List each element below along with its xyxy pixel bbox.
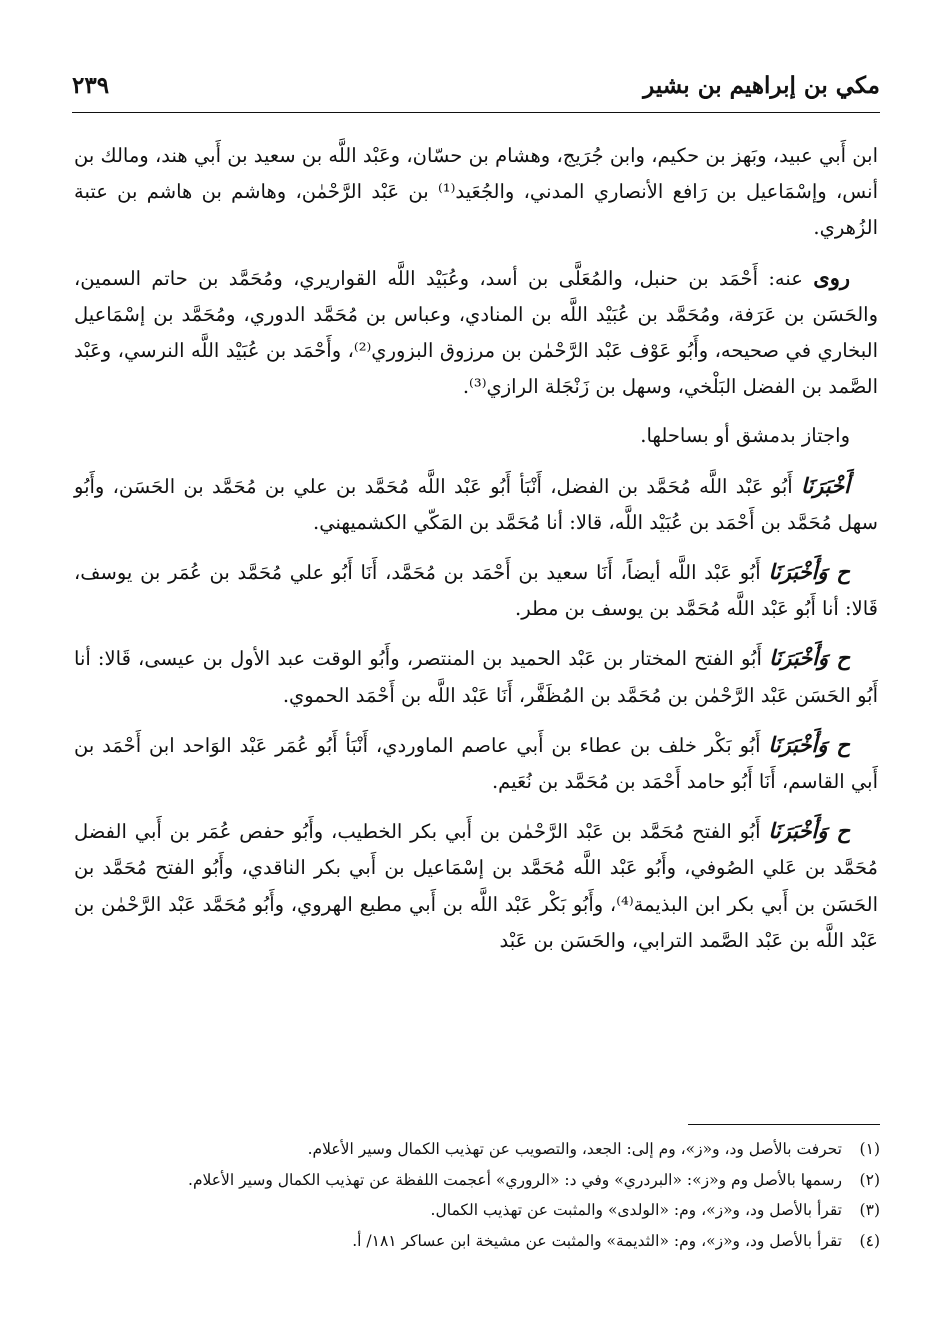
footnote-item (74, 1134, 880, 1165)
isnad-3 (74, 640, 878, 713)
header-divider (72, 112, 880, 113)
isnad-5 (74, 813, 878, 959)
keyword-wa-akhbarana: ح وَأَخْبَرَنَا (768, 818, 850, 844)
footnote-number: (٤) (859, 1231, 880, 1250)
page-header (72, 66, 880, 110)
page-number: ٢٣٩ (72, 72, 110, 99)
paragraph-students-text: عنه: أَحْمَد بن حنبل، والمُعَلَّى بن أسد، وعُبَيْد اللَّه القواريري، ومُحَمَّد بن حاتم السمين، والحَسَن بن عَرَفة، ومُحَمَّد بن عُبَيْد اللَّه بن المنادي، وعباس بن مُحَمَّد الدوري، ومُحَمَّد بن إسْمَاعيل البخاري في صحيحه، وأَبُو عَوْف عَبْد الرَّحْمٰن بن مرزوق البزوري⁽²⁾، وأَحْمَد بن عُبَيْد اللَّه النرسي، وعَبْد الصَّمد بن الفضل البَلْخي، وسهل بن زَنْجَلة الرازي⁽³⁾. (74, 266, 878, 399)
keyword-wa-akhbarana: ح وَأَخْبَرَنَا (768, 731, 850, 757)
keyword-wa-akhbarana: ح وَأَخْبَرَنَا (769, 645, 851, 671)
paragraph-students (74, 260, 878, 406)
footnote-text: تقرأ بالأصل ود، و«ز»، وم: «الولدى» والمثبت عن تهذيب الكمال. (430, 1201, 842, 1220)
keyword-wa-akhbarana: ح وَأَخْبَرَنَا (768, 559, 850, 585)
footnote-number: (٣) (859, 1201, 880, 1220)
keyword-akhbarana: أَخْبَرَنَا (801, 472, 850, 498)
isnad-4 (74, 727, 878, 800)
isnad-2-text: أَبُو عَبْد اللَّه أيضاً، أَنَا سعيد بن أَحْمَد بن مُحَمَّد، أَنَا أَبُو علي مُحَمَّد بن عُمَر بن يوسف، قَالا: أنا أَبُو عَبْد اللَّه مُحَمَّد بن يوسف بن مطر. (74, 561, 878, 621)
footnote-number: (١) (859, 1140, 880, 1158)
footnote-text: رسمها بالأصل وم و«ز»: «البردري» وفي د: «الروري» أعجمت اللفظة عن تهذيب الكمال وسير الأعلام. (188, 1170, 842, 1189)
isnad-5-text: أَبُو الفتح مُحَمَّد بن عَبْد الرَّحْمٰن بن أَبي بكر الخطيب، وأَبُو حفص عُمَر بن أَبي الفضل مُحَمَّد بن عَلي الصُوفي، وأَبُو عَبْد اللَّه مُحَمَّد بن إسْمَاعيل بن أَبي بكر الناقدي، وأَبُو الفتح مُحَمَّد بن الحَسَن بن أَبي بكر ابن البذيمة⁽⁴⁾، وأَبُو بَكْر عَبْد اللَّه بن أَبي مطيع الهروي، وأَبُو مُحَمَّد عَبْد الرَّحْمٰن بن عَبْد اللَّه بن عَبْد الصَّمد الترابي، والحَسَن بن عَبْد (74, 820, 878, 952)
isnad-1-text: أَبُو عَبْد اللَّه مُحَمَّد بن الفضل، أَنْبَأ أَبُو عَبْد اللَّه مُحَمَّد بن علي بن مُحَمَّد بن الحَسَن، وأَبُو سهل مُحَمَّد بن أَحْمَد بن عُبَيْد اللَّه، قالا: أنا مُحَمَّد بن المَكّي الكشميهني. (74, 474, 878, 534)
footnote-item (74, 1165, 880, 1196)
isnad-4-text: أَبُو بَكْر خلف بن عطاء بن أَبي عاصم الماوردي، أَنْبَأ أَبُو عُمَر عَبْد الوَاحد ابن أَحْمَد بن أَبي القاسم، أَنَا أَبُو حامد أَحْمَد بن مُحَمَّد بن نُعَيم. (74, 733, 878, 794)
footnote-text: تقرأ بالأصل ود، و«ز»، وم: «الثديمة» والمثبت عن مشيخة ابن عساكر ١٨١/ أ. (352, 1231, 842, 1250)
footnotes (74, 1134, 880, 1256)
paragraph-damascus: واجتاز بدمشق أو بساحلها. (640, 424, 850, 448)
running-title: مكي بن إبراهيم بن بشير (643, 72, 880, 99)
isnad-2 (74, 554, 878, 627)
isnad-3-text: أَبُو الفتح المختار بن عَبْد الحميد بن المنتصر، وأَبُو الوقت عبد الأول بن عيسى، قَالا: أنا أَبُو الحَسَن عَبْد الرَّحْمٰن بن مُحَمَّد بن المُظَفَّر، أَنَا عَبْد اللَّه بن أَحْمَد الحموي. (74, 647, 878, 707)
footnote-divider (688, 1124, 880, 1125)
footnote-number: (٢) (859, 1170, 880, 1189)
main-text (74, 138, 878, 972)
paragraph-teachers: ابن أَبي عبيد، وبَهز بن حكيم، وابن جُرَيج، وهشام بن حسّان، وعَبْد اللَّه بن سعيد بن أَبي هند، ومالك بن أنس، وإسْمَاعيل بن رَافع الأنصاري المدني، والجُعَيد⁽¹⁾ بن عَبْد الرَّحْمٰن، وهاشم بن هاشم بن عتبة الزُهري. (74, 144, 878, 240)
keyword-rawa: روى (813, 264, 850, 290)
footnote-item (74, 1226, 880, 1257)
isnad-1 (74, 468, 878, 541)
footnote-item (74, 1195, 880, 1226)
footnote-text: تحرفت بالأصل ود، و«ز»، وم إلى: الجعد، والتصويب عن تهذيب الكمال وسير الأعلام. (307, 1140, 842, 1158)
